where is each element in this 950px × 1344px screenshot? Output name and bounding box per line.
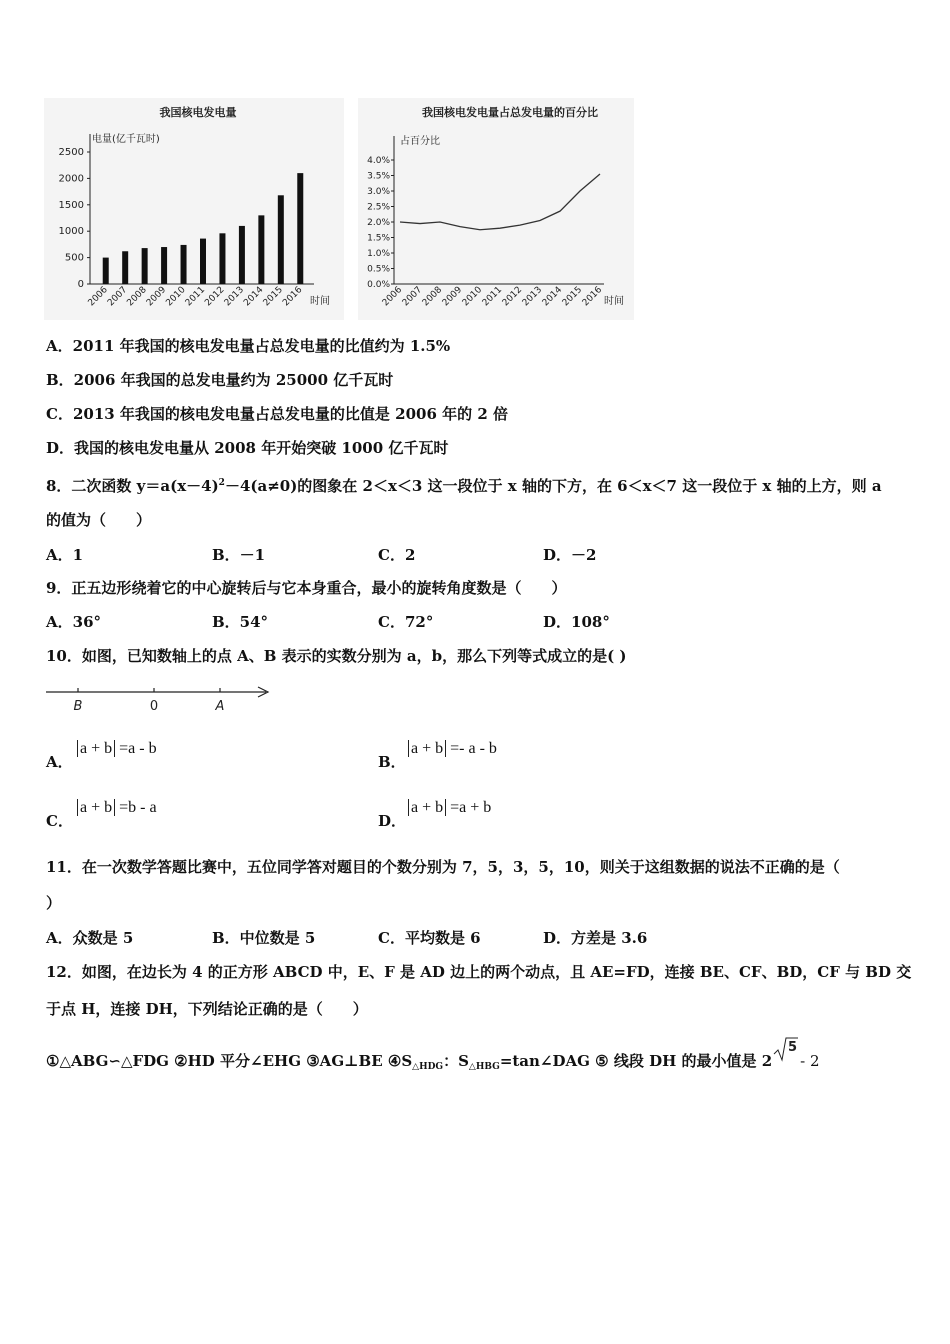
bar-chart-nuclear-output	[44, 98, 344, 320]
bar-2014	[258, 215, 264, 284]
y-tick-label: 2.0%	[367, 218, 390, 228]
q7-option-d: D．我国的核电发电量从 2008 年开始突破 1000 亿千瓦时	[46, 439, 449, 457]
q10-option-d-letter: D．	[378, 812, 407, 830]
chart-title: 我国核电发电量	[159, 106, 237, 119]
q10-stem: 10．如图，已知数轴上的点 A、B 表示的实数分别为 a，b，那么下列等式成立的是( )	[46, 647, 627, 665]
expr-rhs: =- a - b	[450, 740, 497, 757]
x-tick-label: 2012	[203, 285, 227, 309]
bar-2009	[161, 247, 167, 284]
x-tick-label: 2007	[400, 285, 425, 309]
x-tick-label: 2006	[380, 285, 405, 309]
bar-2007	[122, 251, 128, 284]
y-tick-label: 0	[77, 279, 84, 290]
q12-c3: =tan∠DAG ⑤ 线段 DH 的最小值是 2	[499, 1052, 773, 1070]
q12-conclusions	[46, 1040, 820, 1077]
q11-option-c: C．平均数是 6	[378, 929, 481, 947]
q11-stem: 11．在一次数学答题比赛中，五位同学答对题目的个数分别为 7，5，3，5，10，则关于这组数据的说法不正确的是（	[46, 858, 840, 876]
q9-stem: 9．正五边形绕着它的中心旋转后与它本身重合，最小的旋转角度数是（ ）	[46, 579, 567, 597]
q12-stem-line2: 于点 H，连接 DH，下列结论正确的是（ ）	[46, 1000, 368, 1018]
label-a: A	[215, 699, 225, 714]
x-tick-label: 2015	[560, 285, 585, 309]
y-tick-label: 1.0%	[367, 249, 390, 259]
y-tick-label: 2500	[58, 147, 84, 158]
chart-title: 我国核电发电量占总发电量的百分比	[422, 106, 598, 119]
x-tick-label: 2010	[460, 285, 485, 309]
y-tick-label: 3.5%	[367, 171, 390, 182]
y-tick-label: 0.0%	[367, 280, 390, 290]
q10-option-a-letter: A．	[46, 753, 73, 771]
q12-stem: 12．如图，在边长为 4 的正方形 ABCD 中，E、F 是 AD 边上的两个动点，且 AE=FD，连接 BE、CF、BD，CF 与 BD 交	[46, 963, 912, 981]
abs-value-expr: a + b	[408, 799, 446, 816]
q10-option-d-expr	[408, 799, 491, 817]
bar-2016	[297, 173, 303, 284]
x-tick-label: 2006	[86, 285, 110, 309]
q8-stem-a: 8．二次函数 y＝a(x－4)	[46, 477, 219, 495]
bar-2008	[142, 248, 148, 284]
q8-stem-line2: 的值为（ ）	[46, 511, 152, 529]
q9-option-c: C．72°	[378, 613, 434, 631]
q12-sub2: △HBG	[468, 1062, 500, 1072]
x-axis-label: 时间	[310, 296, 330, 307]
y-tick-label: 2.5%	[367, 202, 390, 213]
bar-2006	[103, 258, 109, 284]
q8-option-d: D．－2	[543, 546, 597, 564]
x-tick-label: 2010	[164, 285, 188, 309]
q7-option-c: C．2013 年我国的核电发电量占总发电量的比值是 2006 年的 2 倍	[46, 405, 508, 423]
q8-exponent: 2	[218, 478, 225, 488]
q7-option-b: B．2006 年我国的总发电量约为 25000 亿千瓦时	[46, 371, 394, 389]
number-line	[44, 682, 276, 716]
q11-option-d: D．方差是 3.6	[543, 929, 648, 947]
label-zero: 0	[149, 699, 159, 714]
x-tick-label: 2009	[440, 285, 465, 309]
q8-option-a: A．1	[46, 546, 84, 564]
x-tick-label: 2013	[520, 285, 545, 309]
q11-option-b: B．中位数是 5	[212, 929, 316, 947]
x-tick-label: 2011	[480, 285, 505, 309]
bar-2013	[239, 226, 245, 284]
y-axis-label: 电量(亿千瓦时)	[92, 134, 160, 145]
y-tick-label: 500	[64, 252, 84, 264]
abs-value-expr: a + b	[77, 740, 115, 757]
abs-value-expr: a + b	[77, 799, 115, 816]
bar-2015	[278, 195, 284, 284]
q8-stem	[46, 473, 882, 496]
x-tick-label: 2011	[183, 285, 208, 309]
y-tick-label: 1500	[58, 199, 84, 211]
q12-c4: - 2	[800, 1052, 820, 1070]
sqrt-expr	[772, 1040, 800, 1066]
x-tick-label: 2007	[106, 285, 130, 309]
y-tick-label: 1.5%	[367, 233, 390, 244]
q8-stem-b: －4(a≠0)的图象在 2＜x＜3 这一段位于 x 轴的下方，在 6＜x＜7 这一段位于 x 轴的上方，则 a	[224, 477, 882, 495]
bar-2010	[181, 245, 187, 284]
line-chart-nuclear-share	[358, 98, 634, 320]
expr-rhs: =a + b	[450, 799, 492, 816]
x-tick-label: 2009	[144, 285, 169, 309]
x-axis-label: 时间	[604, 296, 624, 307]
q10-option-c-letter: C．	[46, 812, 73, 830]
x-tick-label: 2012	[500, 285, 525, 309]
q7-option-a: A．2011 年我国的核电发电量占总发电量的比值约为 1.5%	[46, 337, 451, 355]
sqrt-sign-icon	[772, 1034, 800, 1064]
x-tick-label: 2008	[420, 285, 445, 309]
sqrt-radicand: 5	[788, 1040, 798, 1055]
x-tick-label: 2013	[222, 285, 247, 309]
bar-2012	[219, 233, 225, 284]
q10-option-a-expr	[77, 740, 157, 758]
y-tick-label: 4.0%	[367, 156, 390, 166]
y-tick-label: 3.0%	[367, 187, 390, 197]
q9-option-a: A．36°	[46, 613, 102, 631]
bar-2011	[200, 239, 206, 284]
x-tick-label: 2015	[261, 285, 285, 309]
q9-option-b: B．54°	[212, 613, 269, 631]
q12-c2: ：S	[443, 1052, 469, 1070]
abs-value-expr: a + b	[408, 740, 446, 757]
x-tick-label: 2008	[125, 285, 149, 309]
x-tick-label: 2014	[540, 285, 565, 309]
expr-rhs: =a - b	[119, 740, 157, 757]
x-tick-label: 2016	[281, 285, 305, 309]
q11-stem-line2: ）	[46, 894, 62, 912]
y-axis-label: 占百分比	[400, 136, 440, 147]
q10-option-b-letter: B．	[378, 753, 406, 771]
expr-rhs: =b - a	[119, 799, 157, 816]
y-tick-label: 1000	[58, 226, 84, 238]
q9-option-d: D．108°	[543, 613, 610, 631]
q12-sub1: △HDG	[412, 1062, 444, 1072]
q8-option-c: C．2	[378, 546, 416, 564]
x-tick-label: 2014	[242, 285, 266, 309]
y-tick-label: 2000	[58, 173, 84, 185]
q11-option-a: A．众数是 5	[46, 929, 134, 947]
x-tick-label: 2016	[580, 285, 605, 309]
q12-c1: ①△ABG∽△FDG ②HD 平分∠EHG ③AG⊥BE ④S	[46, 1052, 413, 1070]
q8-option-b: B．－1	[212, 546, 266, 564]
y-tick-label: 0.5%	[367, 264, 390, 275]
label-b: B	[73, 699, 83, 714]
q10-option-c-expr	[77, 799, 157, 817]
q10-option-b-expr	[408, 740, 497, 758]
